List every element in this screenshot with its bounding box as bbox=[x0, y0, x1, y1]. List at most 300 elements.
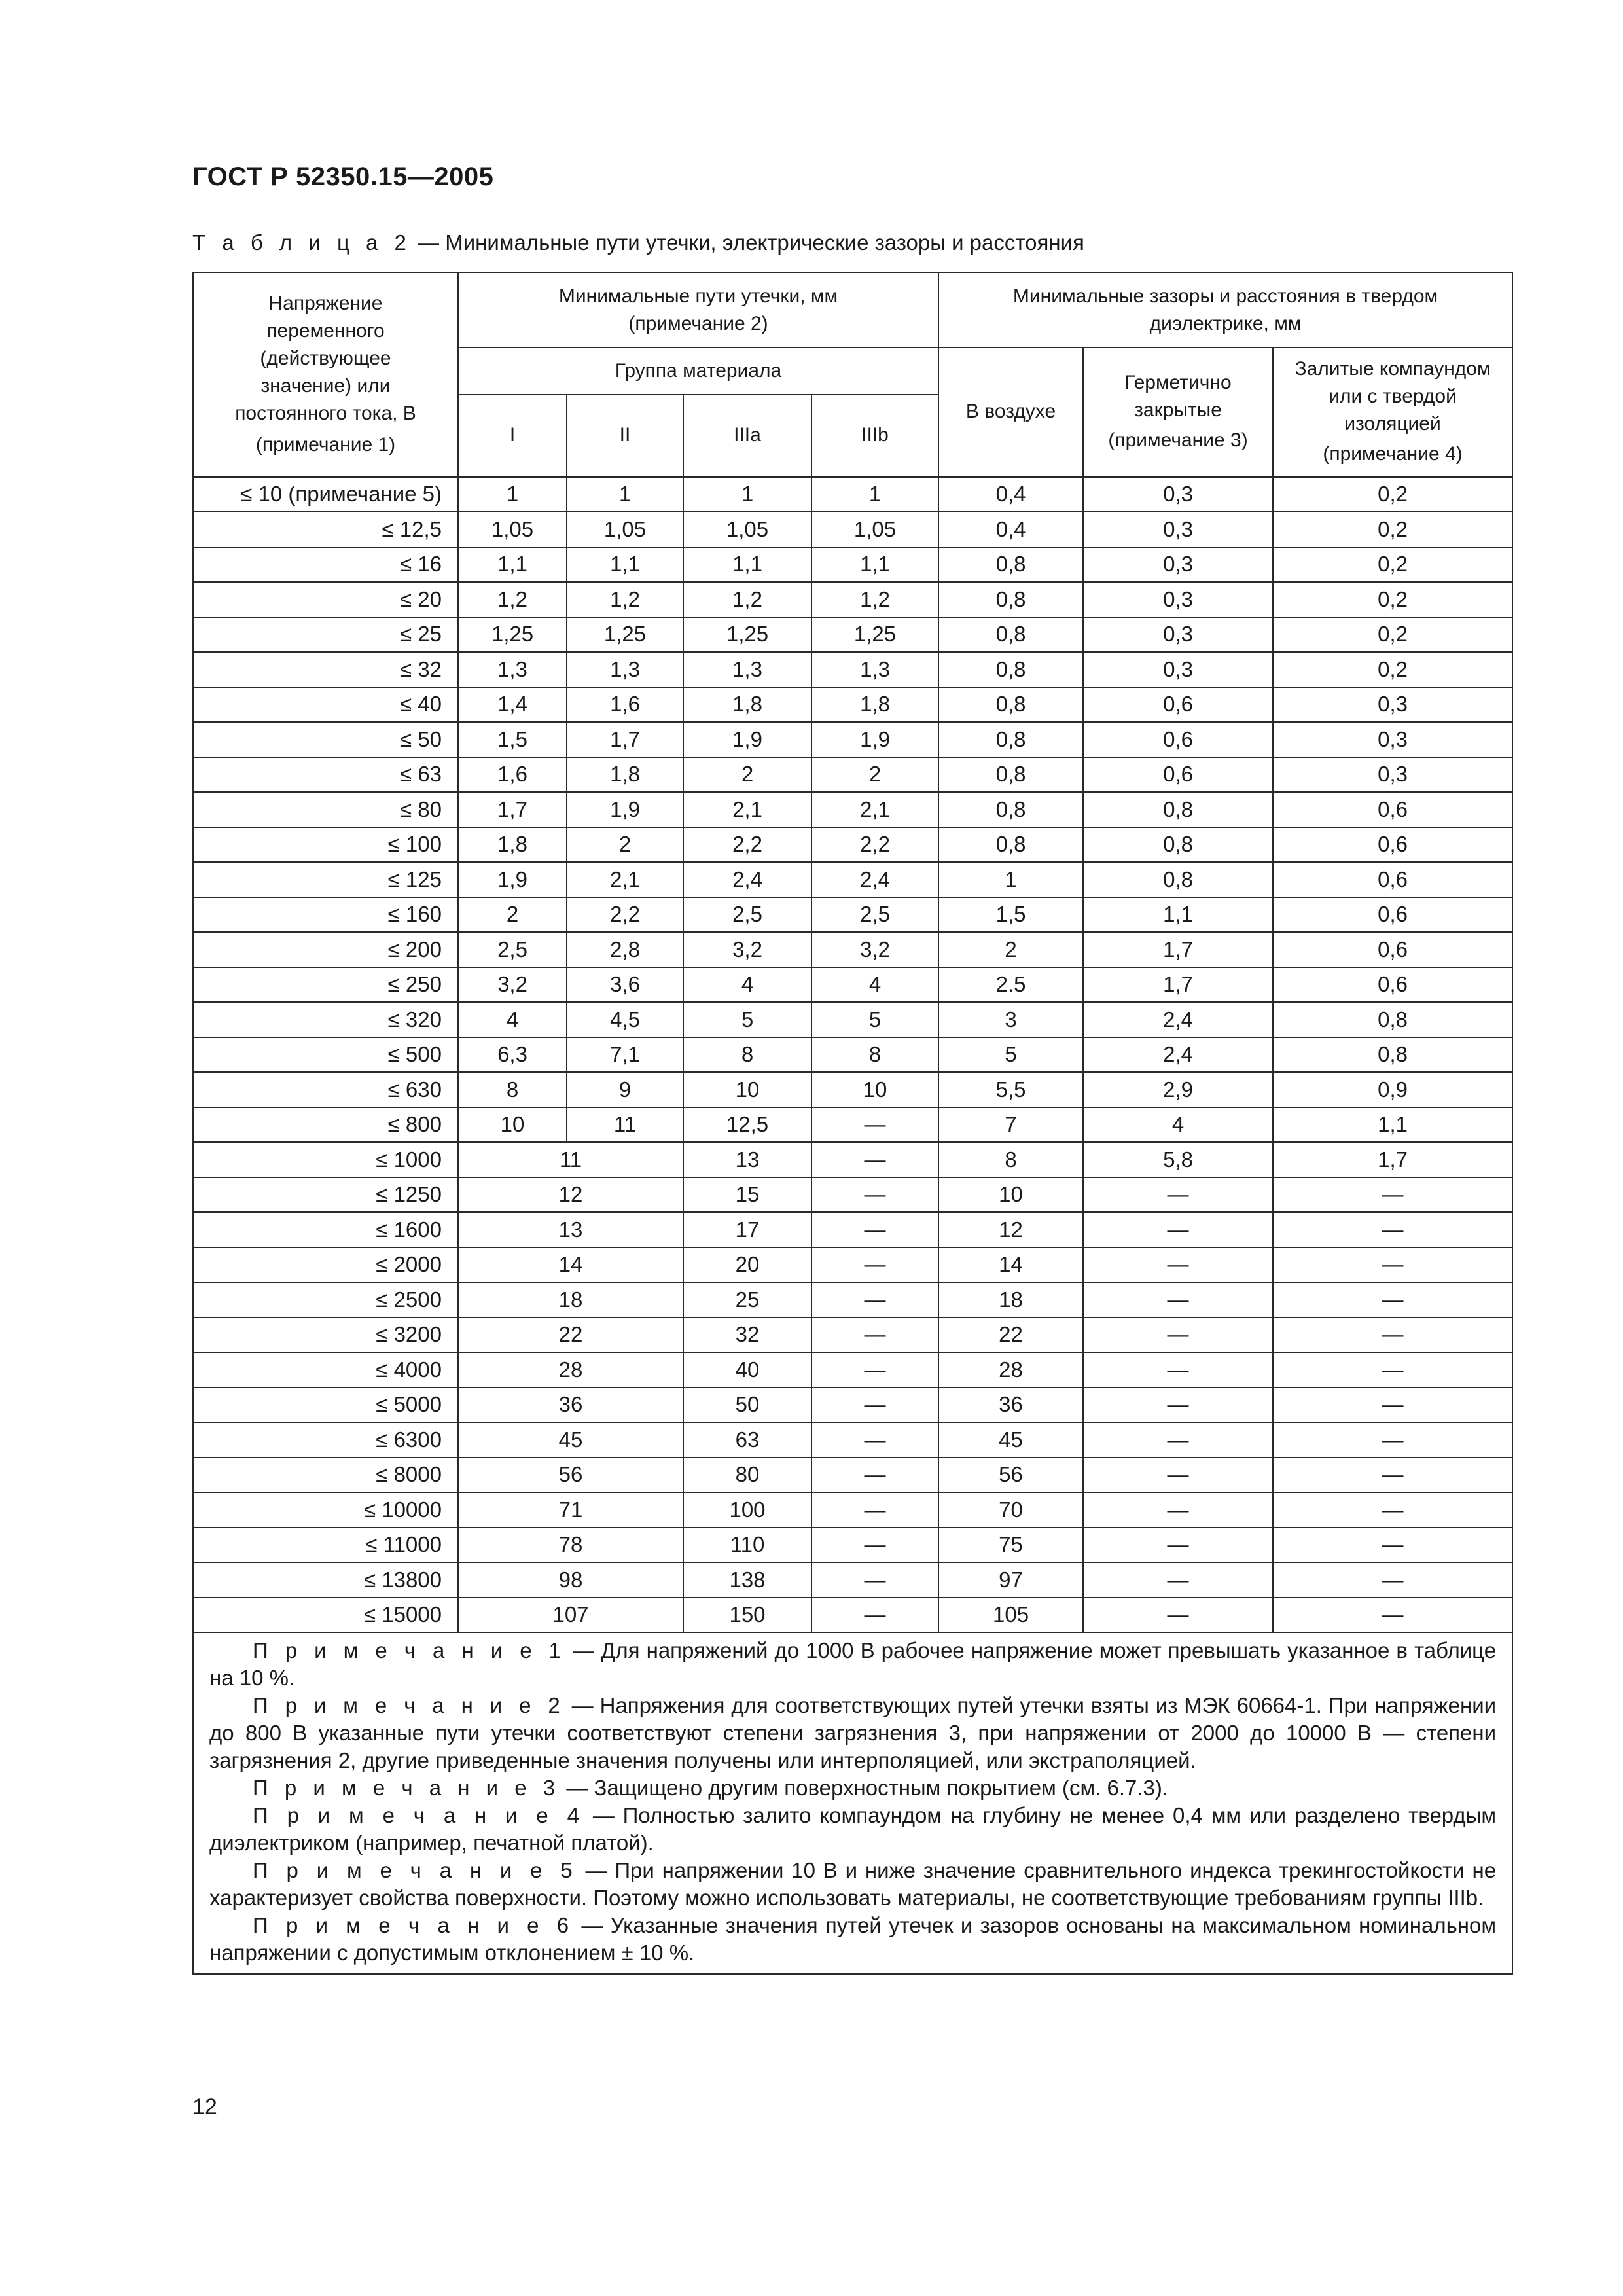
cell-value: 3,2 bbox=[812, 932, 938, 967]
cell-value: 0,2 bbox=[1273, 582, 1512, 617]
cell-value: 2 bbox=[812, 757, 938, 793]
table-row bbox=[193, 757, 1512, 793]
header-creepage bbox=[458, 272, 938, 348]
cell-value: 13 bbox=[683, 1142, 812, 1177]
cell-value: 0,6 bbox=[1083, 757, 1273, 793]
cell-value: 2,5 bbox=[683, 897, 812, 933]
table-row bbox=[193, 652, 1512, 687]
cell-value: 2,2 bbox=[567, 897, 683, 933]
cell-value: — bbox=[1273, 1422, 1512, 1458]
cell-voltage: ≤ 15000 bbox=[193, 1598, 458, 1633]
table-row bbox=[193, 897, 1512, 933]
note-text: — Полностью залито компаундом на глубину не менее 0,4 мм или разделено твердым диэлектриком (например, печатной платой). bbox=[209, 1803, 1497, 1855]
cell-value: 25 bbox=[683, 1282, 812, 1318]
header-clearance bbox=[938, 272, 1512, 348]
cell-value: 2,4 bbox=[812, 862, 938, 897]
cell-value: — bbox=[1273, 1528, 1512, 1563]
header-potted-line: Залитые компаундом bbox=[1294, 358, 1491, 380]
table-row bbox=[193, 1528, 1512, 1563]
cell-value: — bbox=[1083, 1528, 1273, 1563]
cell-value: 0,2 bbox=[1273, 652, 1512, 687]
cell-voltage: ≤ 50 bbox=[193, 722, 458, 757]
cell-value: 71 bbox=[458, 1492, 683, 1528]
cell-value: 5 bbox=[938, 1037, 1083, 1073]
cell-value: — bbox=[1083, 1458, 1273, 1493]
cell-value: 2,5 bbox=[812, 897, 938, 933]
notes-cell bbox=[193, 1632, 1512, 1974]
cell-value: 1,25 bbox=[567, 617, 683, 653]
cell-value: 1,1 bbox=[683, 547, 812, 583]
cell-value: 1,8 bbox=[458, 827, 567, 863]
table-row bbox=[193, 476, 1512, 512]
cell-value: 0,2 bbox=[1273, 476, 1512, 512]
table-row bbox=[193, 1247, 1512, 1283]
cell-value: 98 bbox=[458, 1562, 683, 1598]
cell-value: — bbox=[1273, 1318, 1512, 1353]
note-2 bbox=[209, 1692, 1496, 1774]
cell-voltage: ≤ 630 bbox=[193, 1072, 458, 1107]
note-6 bbox=[209, 1912, 1496, 1967]
cell-value: 2,8 bbox=[567, 932, 683, 967]
cell-voltage: ≤ 80 bbox=[193, 792, 458, 827]
table-caption-label: Т а б л и ц а 2 bbox=[192, 230, 412, 255]
table-row bbox=[193, 862, 1512, 897]
cell-value: 1,3 bbox=[567, 652, 683, 687]
cell-value: 2,1 bbox=[567, 862, 683, 897]
cell-value: 1,05 bbox=[812, 512, 938, 547]
cell-value: — bbox=[812, 1142, 938, 1177]
cell-value: — bbox=[1273, 1352, 1512, 1388]
header-mat-IIIa: IIIa bbox=[683, 395, 812, 476]
cell-value: 2,5 bbox=[458, 932, 567, 967]
cell-value: — bbox=[812, 1458, 938, 1493]
cell-voltage: ≤ 20 bbox=[193, 582, 458, 617]
header-creepage-line: Минимальные пути утечки, мм bbox=[558, 285, 838, 307]
cell-value: 0,3 bbox=[1083, 617, 1273, 653]
note-label: П р и м е ч а н и е 6 bbox=[253, 1913, 575, 1937]
cell-value: — bbox=[1083, 1282, 1273, 1318]
cell-value: 20 bbox=[683, 1247, 812, 1283]
header-potted bbox=[1273, 348, 1512, 476]
cell-value: 2,4 bbox=[683, 862, 812, 897]
cell-value: 0,2 bbox=[1273, 547, 1512, 583]
cell-value: — bbox=[1083, 1422, 1273, 1458]
note-text: — При напряжении 10 В и ниже значение сравнительного индекса трекингостойкости не характеризует свойства поверхности. Поэтому можно использовать материалы, не соответствующие требованиям группы IIIb. bbox=[209, 1858, 1497, 1910]
cell-value: 1,2 bbox=[458, 582, 567, 617]
note-label: П р и м е ч а н и е 3 bbox=[253, 1776, 561, 1800]
table-row bbox=[193, 1352, 1512, 1388]
cell-value: 1,05 bbox=[683, 512, 812, 547]
header-clearance-line: Минимальные зазоры и расстояния в твердом bbox=[1012, 285, 1438, 307]
cell-value: 78 bbox=[458, 1528, 683, 1563]
cell-value: 11 bbox=[458, 1142, 683, 1177]
table-row bbox=[193, 1562, 1512, 1598]
cell-value: 1,2 bbox=[567, 582, 683, 617]
cell-value: 0,3 bbox=[1083, 476, 1273, 512]
cell-value: 1,6 bbox=[567, 687, 683, 723]
cell-value: — bbox=[812, 1562, 938, 1598]
cell-value: 0,6 bbox=[1273, 897, 1512, 933]
cell-value: 22 bbox=[938, 1318, 1083, 1353]
cell-value: 1,9 bbox=[812, 722, 938, 757]
cell-value: 1,7 bbox=[567, 722, 683, 757]
header-voltage-line: Напряжение bbox=[268, 292, 383, 314]
cell-value: 10 bbox=[458, 1107, 567, 1143]
cell-value: — bbox=[1083, 1598, 1273, 1633]
cell-value: 0,8 bbox=[1083, 827, 1273, 863]
header-hermetic-line: закрытые bbox=[1134, 399, 1222, 422]
cell-value: 40 bbox=[683, 1352, 812, 1388]
cell-value: 14 bbox=[938, 1247, 1083, 1283]
cell-value: 12 bbox=[458, 1177, 683, 1213]
cell-value: 1,1 bbox=[812, 547, 938, 583]
cell-value: 18 bbox=[938, 1282, 1083, 1318]
cell-value: 0,2 bbox=[1273, 617, 1512, 653]
cell-value: 8 bbox=[683, 1037, 812, 1073]
cell-value: 10 bbox=[938, 1177, 1083, 1213]
table-row bbox=[193, 1422, 1512, 1458]
cell-value: 45 bbox=[458, 1422, 683, 1458]
cell-value: 2 bbox=[683, 757, 812, 793]
cell-value: 11 bbox=[567, 1107, 683, 1143]
cell-value: — bbox=[812, 1247, 938, 1283]
cell-voltage: ≤ 25 bbox=[193, 617, 458, 653]
table-row bbox=[193, 512, 1512, 547]
cell-value: 32 bbox=[683, 1318, 812, 1353]
cell-value: 1,25 bbox=[458, 617, 567, 653]
cell-voltage: ≤ 10000 bbox=[193, 1492, 458, 1528]
cell-voltage: ≤ 1600 bbox=[193, 1212, 458, 1247]
cell-voltage: ≤ 500 bbox=[193, 1037, 458, 1073]
cell-value: 2 bbox=[938, 932, 1083, 967]
note-label: П р и м е ч а н и е 5 bbox=[253, 1858, 578, 1882]
cell-value: 0,3 bbox=[1273, 687, 1512, 723]
cell-value: — bbox=[1083, 1352, 1273, 1388]
cell-value: 80 bbox=[683, 1458, 812, 1493]
page-number: 12 bbox=[192, 2094, 217, 2119]
cell-value: 0,3 bbox=[1083, 547, 1273, 583]
cell-value: 45 bbox=[938, 1422, 1083, 1458]
table-caption-text: — Минимальные пути утечки, электрические зазоры и расстояния bbox=[411, 230, 1084, 255]
cell-voltage: ≤ 13800 bbox=[193, 1562, 458, 1598]
header-clearance-line: диэлектрике, мм bbox=[1149, 312, 1302, 334]
cell-value: 10 bbox=[812, 1072, 938, 1107]
cell-value: 17 bbox=[683, 1212, 812, 1247]
cell-value: 22 bbox=[458, 1318, 683, 1353]
cell-value: 4 bbox=[812, 967, 938, 1003]
notes-row bbox=[193, 1632, 1512, 1974]
cell-value: 138 bbox=[683, 1562, 812, 1598]
cell-value: 1,1 bbox=[1273, 1107, 1512, 1143]
cell-value: 70 bbox=[938, 1492, 1083, 1528]
cell-value: 1,5 bbox=[938, 897, 1083, 933]
note-label: П р и м е ч а н и е 2 bbox=[253, 1693, 565, 1717]
cell-value: 1 bbox=[567, 476, 683, 512]
cell-value: 1,7 bbox=[1083, 967, 1273, 1003]
header-mat-IIIb: IIIb bbox=[812, 395, 938, 476]
clearance-table bbox=[192, 272, 1513, 1975]
cell-value: 5,8 bbox=[1083, 1142, 1273, 1177]
cell-value: — bbox=[1273, 1598, 1512, 1633]
cell-voltage: ≤ 160 bbox=[193, 897, 458, 933]
cell-value: 1,2 bbox=[683, 582, 812, 617]
cell-voltage: ≤ 32 bbox=[193, 652, 458, 687]
cell-value: 0,9 bbox=[1273, 1072, 1512, 1107]
cell-value: 3 bbox=[938, 1002, 1083, 1037]
table-row bbox=[193, 792, 1512, 827]
cell-voltage: ≤ 8000 bbox=[193, 1458, 458, 1493]
cell-value: 0,3 bbox=[1083, 512, 1273, 547]
table-row bbox=[193, 1037, 1512, 1073]
header-potted-line: (примечание 4) bbox=[1323, 443, 1463, 465]
cell-value: 28 bbox=[938, 1352, 1083, 1388]
cell-value: 1,3 bbox=[683, 652, 812, 687]
cell-voltage: ≤ 2500 bbox=[193, 1282, 458, 1318]
cell-value: — bbox=[812, 1177, 938, 1213]
cell-value: — bbox=[1273, 1212, 1512, 1247]
header-mat-II: II bbox=[567, 395, 683, 476]
cell-value: — bbox=[1273, 1562, 1512, 1598]
header-creepage-line: (примечание 2) bbox=[628, 312, 768, 334]
cell-value: 0,3 bbox=[1273, 722, 1512, 757]
cell-value: 1,8 bbox=[683, 687, 812, 723]
cell-value: — bbox=[1083, 1492, 1273, 1528]
cell-value: 56 bbox=[938, 1458, 1083, 1493]
cell-value: 14 bbox=[458, 1247, 683, 1283]
cell-value: 1,05 bbox=[567, 512, 683, 547]
table-row bbox=[193, 617, 1512, 653]
cell-value: 0,8 bbox=[938, 757, 1083, 793]
cell-value: 1 bbox=[938, 862, 1083, 897]
cell-value: 1,2 bbox=[812, 582, 938, 617]
cell-value: — bbox=[1273, 1458, 1512, 1493]
table-row bbox=[193, 547, 1512, 583]
cell-value: 2,1 bbox=[812, 792, 938, 827]
cell-value: 97 bbox=[938, 1562, 1083, 1598]
cell-value: — bbox=[1083, 1177, 1273, 1213]
cell-value: 0,4 bbox=[938, 512, 1083, 547]
cell-value: 1 bbox=[812, 476, 938, 512]
cell-value: — bbox=[1083, 1212, 1273, 1247]
cell-voltage: ≤ 1250 bbox=[193, 1177, 458, 1213]
cell-value: 2,1 bbox=[683, 792, 812, 827]
cell-value: 1,8 bbox=[567, 757, 683, 793]
cell-value: 8 bbox=[458, 1072, 567, 1107]
cell-value: 0,8 bbox=[1273, 1037, 1512, 1073]
cell-value: 7,1 bbox=[567, 1037, 683, 1073]
cell-voltage: ≤ 3200 bbox=[193, 1318, 458, 1353]
header-hermetic-line: Герметично bbox=[1124, 372, 1232, 394]
cell-value: 0,8 bbox=[938, 792, 1083, 827]
cell-value: 0,8 bbox=[1083, 862, 1273, 897]
note-4 bbox=[209, 1802, 1496, 1857]
table-row bbox=[193, 1142, 1512, 1177]
table-row bbox=[193, 827, 1512, 863]
cell-value: — bbox=[1083, 1562, 1273, 1598]
table-body bbox=[193, 476, 1512, 1974]
table-row bbox=[193, 1458, 1512, 1493]
cell-value: 1,1 bbox=[1083, 897, 1273, 933]
note-label: П р и м е ч а н и е 4 bbox=[253, 1803, 584, 1827]
table-row bbox=[193, 1212, 1512, 1247]
note-text: — Защищено другим поверхностным покрытием (см. 6.7.3). bbox=[560, 1776, 1169, 1800]
cell-value: 2.5 bbox=[938, 967, 1083, 1003]
cell-voltage: ≤ 12,5 bbox=[193, 512, 458, 547]
cell-value: 1,7 bbox=[1273, 1142, 1512, 1177]
cell-value: 0,8 bbox=[1083, 792, 1273, 827]
cell-value: 56 bbox=[458, 1458, 683, 1493]
cell-value: 3,6 bbox=[567, 967, 683, 1003]
cell-voltage: ≤ 4000 bbox=[193, 1352, 458, 1388]
header-voltage-line: постоянного тока, В bbox=[235, 402, 416, 424]
table-row bbox=[193, 1177, 1512, 1213]
header-in-air: В воздухе bbox=[938, 348, 1083, 476]
table-row bbox=[193, 1492, 1512, 1528]
header-voltage-line: значение) или bbox=[260, 374, 391, 397]
table-row bbox=[193, 722, 1512, 757]
cell-voltage: ≤ 63 bbox=[193, 757, 458, 793]
cell-value: 0,2 bbox=[1273, 512, 1512, 547]
cell-value: 2,9 bbox=[1083, 1072, 1273, 1107]
note-1 bbox=[209, 1637, 1496, 1692]
cell-voltage: ≤ 6300 bbox=[193, 1422, 458, 1458]
cell-value: — bbox=[1273, 1282, 1512, 1318]
table-caption bbox=[192, 230, 1084, 255]
table-row bbox=[193, 582, 1512, 617]
header-voltage bbox=[193, 272, 458, 476]
cell-value: 5 bbox=[683, 1002, 812, 1037]
cell-value: — bbox=[812, 1388, 938, 1423]
cell-value: 0,6 bbox=[1273, 792, 1512, 827]
cell-value: 0,6 bbox=[1273, 967, 1512, 1003]
cell-voltage: ≤ 250 bbox=[193, 967, 458, 1003]
cell-value: — bbox=[812, 1352, 938, 1388]
cell-value: — bbox=[812, 1598, 938, 1633]
note-5 bbox=[209, 1857, 1496, 1912]
cell-value: 8 bbox=[812, 1037, 938, 1073]
cell-value: 28 bbox=[458, 1352, 683, 1388]
cell-value: 5,5 bbox=[938, 1072, 1083, 1107]
cell-value: 4 bbox=[1083, 1107, 1273, 1143]
cell-value: 4 bbox=[458, 1002, 567, 1037]
cell-value: 0,8 bbox=[938, 687, 1083, 723]
cell-value: 0,6 bbox=[1083, 687, 1273, 723]
note-text: — Указанные значения путей утечек и зазоров основаны на максимальном номинальном напряжении с допустимым отклонением ± 10 %. bbox=[209, 1913, 1497, 1965]
cell-voltage: ≤ 40 bbox=[193, 687, 458, 723]
cell-value: 50 bbox=[683, 1388, 812, 1423]
cell-value: 2,4 bbox=[1083, 1002, 1273, 1037]
table-row bbox=[193, 1002, 1512, 1037]
cell-value: 36 bbox=[938, 1388, 1083, 1423]
cell-value: 0,8 bbox=[938, 722, 1083, 757]
note-3 bbox=[209, 1774, 1496, 1802]
cell-value: 2 bbox=[458, 897, 567, 933]
table-row bbox=[193, 687, 1512, 723]
table-row bbox=[193, 1598, 1512, 1633]
cell-value: — bbox=[1273, 1492, 1512, 1528]
header-hermetic-line: (примечание 3) bbox=[1108, 429, 1248, 452]
cell-value: 1,6 bbox=[458, 757, 567, 793]
cell-value: — bbox=[1083, 1318, 1273, 1353]
table-row bbox=[193, 932, 1512, 967]
cell-value: — bbox=[1273, 1247, 1512, 1283]
cell-value: 12 bbox=[938, 1212, 1083, 1247]
cell-value: 0,6 bbox=[1273, 827, 1512, 863]
cell-value: 150 bbox=[683, 1598, 812, 1633]
cell-value: 1,3 bbox=[458, 652, 567, 687]
cell-value: 1,4 bbox=[458, 687, 567, 723]
header-voltage-line: (примечание 1) bbox=[255, 433, 396, 456]
cell-value: 2,2 bbox=[683, 827, 812, 863]
cell-voltage: ≤ 16 bbox=[193, 547, 458, 583]
cell-value: 6,3 bbox=[458, 1037, 567, 1073]
cell-value: 0,6 bbox=[1083, 722, 1273, 757]
cell-value: 1,1 bbox=[458, 547, 567, 583]
cell-value: — bbox=[812, 1282, 938, 1318]
cell-value: — bbox=[812, 1318, 938, 1353]
cell-value: 9 bbox=[567, 1072, 683, 1107]
cell-value: 2 bbox=[567, 827, 683, 863]
cell-value: 1 bbox=[458, 476, 567, 512]
cell-voltage: ≤ 2000 bbox=[193, 1247, 458, 1283]
cell-value: 0,6 bbox=[1273, 862, 1512, 897]
cell-value: 0,8 bbox=[938, 582, 1083, 617]
cell-value: 12,5 bbox=[683, 1107, 812, 1143]
cell-value: 1,9 bbox=[458, 862, 567, 897]
cell-value: 0,8 bbox=[938, 547, 1083, 583]
cell-voltage: ≤ 1000 bbox=[193, 1142, 458, 1177]
cell-value: 8 bbox=[938, 1142, 1083, 1177]
cell-value: 1,05 bbox=[458, 512, 567, 547]
cell-value: — bbox=[1273, 1177, 1512, 1213]
cell-value: 5 bbox=[812, 1002, 938, 1037]
cell-value: — bbox=[1083, 1247, 1273, 1283]
cell-value: — bbox=[812, 1212, 938, 1247]
document-header: ГОСТ Р 52350.15—2005 bbox=[192, 162, 494, 191]
cell-value: 1 bbox=[683, 476, 812, 512]
cell-value: 36 bbox=[458, 1388, 683, 1423]
cell-value: 63 bbox=[683, 1422, 812, 1458]
cell-voltage: ≤ 125 bbox=[193, 862, 458, 897]
cell-voltage: ≤ 10 (примечание 5) bbox=[193, 476, 458, 512]
cell-value: 75 bbox=[938, 1528, 1083, 1563]
cell-voltage: ≤ 200 bbox=[193, 932, 458, 967]
cell-value: 0,8 bbox=[938, 652, 1083, 687]
cell-value: — bbox=[1273, 1388, 1512, 1423]
cell-value: 1,9 bbox=[567, 792, 683, 827]
header-mat-I: I bbox=[458, 395, 567, 476]
table-row bbox=[193, 1388, 1512, 1423]
cell-value: 1,1 bbox=[567, 547, 683, 583]
note-label: П р и м е ч а н и е 1 bbox=[253, 1638, 566, 1662]
note-text: — Для напряжений до 1000 В рабочее напряжение может превышать указанное в таблице на 10 %. bbox=[209, 1638, 1497, 1690]
cell-value: 100 bbox=[683, 1492, 812, 1528]
cell-value: — bbox=[1083, 1388, 1273, 1423]
cell-value: 3,2 bbox=[683, 932, 812, 967]
cell-value: 1,8 bbox=[812, 687, 938, 723]
header-voltage-line: (действующее bbox=[260, 347, 391, 369]
cell-voltage: ≤ 320 bbox=[193, 1002, 458, 1037]
cell-value: 0,8 bbox=[938, 827, 1083, 863]
header-hermetic bbox=[1083, 348, 1273, 476]
header-material-group: Группа материала bbox=[458, 348, 938, 395]
cell-value: — bbox=[812, 1422, 938, 1458]
cell-voltage: ≤ 11000 bbox=[193, 1528, 458, 1563]
table-row bbox=[193, 967, 1512, 1003]
header-voltage-line: переменного bbox=[266, 319, 385, 342]
cell-value: 0,6 bbox=[1273, 932, 1512, 967]
cell-value: — bbox=[812, 1492, 938, 1528]
